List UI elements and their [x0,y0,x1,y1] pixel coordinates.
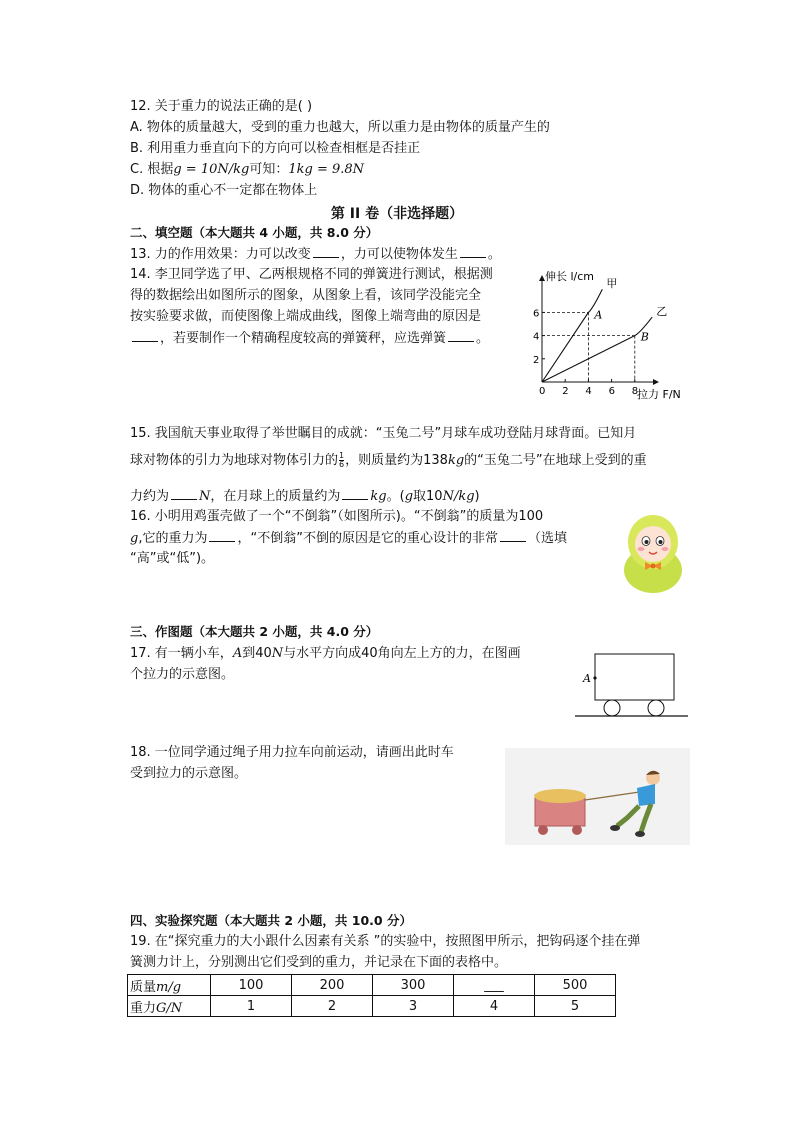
table-cell-blank[interactable]: ___ [454,975,535,996]
q15-blank-2[interactable] [342,487,368,500]
chart-x-tick-label: 2 [562,386,569,397]
q18-line-1: 18. 一位同学通过绳子用力拉车向前运动，请画出此时车 [130,745,454,760]
section-3-heading: 三、作图题（本大题共 2 小题，共 4.0 分） [130,624,379,639]
chart-y-tick-label: 4 [533,331,540,343]
table-row-weight [128,996,616,1017]
q14-line-1: 14. 李卫同学选了甲、乙两根规格不同的弹簧进行测试，根据测 [130,267,493,282]
mass-weight-table [127,974,616,1017]
cart-wheel-left [604,700,620,716]
point-a-label: A [583,672,591,685]
chart-xlabel: 拉力 F/N [637,388,681,401]
q16-line-1: 16. 小明用鸡蛋壳做了一个“不倒翁”（如图所示)。“不倒翁”的质量为100 [130,509,544,524]
table-head-weight: 重力G/N [128,996,211,1017]
chart-x-tick-label: 4 [585,386,592,397]
table-cell: 500 [535,975,616,996]
q16-blank-2[interactable] [500,529,526,542]
table-row-mass [128,975,616,996]
q12-stem: 12. 关于重力的说法正确的是( ) [130,99,313,114]
cart-wheel-right [648,700,664,716]
table-cell: 4 [454,996,535,1017]
spring-chart [525,268,700,408]
table-cell: 200 [292,975,373,996]
q19-line-2: 簧测力计上，分别测出它们受到的重力，并记录在下面的表格中。 [130,955,508,970]
chart-series-line [542,317,652,382]
q19-line-1: 19. 在“探究重力的大小跟什么因素有关系 ”的实验中，按照图甲所示，把钩码逐个挂在弹 [130,934,641,949]
table-cell: 1 [211,996,292,1017]
q12-option-a: A. 物体的质量越大，受到的重力也越大，所以重力是由物体的质量产生的 [130,120,550,135]
q14-line-3: 按实验要求做，而使图像上端成曲线，图像上端弯曲的原因是 [130,309,482,324]
section-4-heading: 四、实验探究题（本大题共 2 小题，共 10.0 分） [130,913,412,928]
q13-blank-1[interactable] [313,245,339,258]
chart-ylabel: 伸长 l/cm [545,270,595,283]
table-cell: 2 [292,996,373,1017]
q14-line-4: ，若要制作一个精确程度较高的弹簧秤，应选弹簧 。 [130,329,489,348]
q14-blank-2[interactable] [448,329,474,342]
table-cell: 3 [373,996,454,1017]
cart-diagram [570,648,692,722]
q15-line-2: 球对物体的引力为地球对物体引力的 $\frac{1}{6}$ ，则质量约为138kg的“玉兔二号”在地球上受到的重 [130,451,647,469]
chart-y-tick-label: 6 [533,308,540,320]
chart-x-tick-label: 6 [608,386,615,397]
q13: 13. 力的作用效果：力可以改变 ，力可以使物体发生 。 [130,247,501,262]
point-a [593,676,596,679]
chart-x-tick-label: 8 [631,386,639,397]
q18-line-2: 受到拉力的示意图。 [130,766,248,781]
q16-line-2: g,它的重力为 ，“不倒翁”不倒的原因是它的重心设计的非常 （选填 [130,531,567,546]
table-head-mass: 质量m/g [128,975,211,996]
q17-line-2: 个拉力的示意图。 [130,667,235,682]
q17-line-1: 17. 有一辆小车，A到40N与水平方向成40角向左上方的力，在图画 [130,646,521,661]
q12-option-c: C. 根据g = 10N/kg可知：1kg = 9.8N [130,162,365,177]
chart-point-label: A [594,308,603,322]
q13-blank-2[interactable] [460,245,486,258]
part2-title: 第 II 卷（非选择题） [330,206,464,222]
table-cell: 100 [211,975,292,996]
q12-option-d: D. 物体的重心不一定都在物体上 [130,183,318,198]
table-cell: 300 [373,975,454,996]
q16-blank-1[interactable] [209,529,235,542]
boy-pulling-cart-image [505,748,690,845]
tumbler-doll-image [618,510,688,595]
chart-y-tick-label: 2 [533,354,540,366]
fraction-one-sixth: $\frac{1}{6}$ [339,451,345,469]
table-cell: 5 [535,996,616,1017]
cart-body [595,654,674,700]
chart-x-tick-label: 0 [539,386,546,397]
chart-series-label: 乙 [656,305,668,319]
section-2-heading: 二、填空题（本大题共 4 小题，共 8.0 分） [130,225,379,240]
q15-line-3: 力约为 N，在月球上的质量约为 kg。(g取10N/kg) [130,489,480,504]
q14-line-2: 得的数据绘出如图所示的图象，从图象上看，该同学没能完全 [130,288,482,303]
chart-series-label: 甲 [606,277,618,291]
q12-option-b: B. 利用重力垂直向下的方向可以检查相框是否挂正 [130,141,421,156]
q15-line-1: 15. 我国航天事业取得了举世瞩目的成就：“玉兔二号”月球车成功登陆月球背面。已知月 [130,426,637,441]
q14-blank-1[interactable] [132,329,158,342]
q16-line-3: “高”或“低”)。 [130,551,215,566]
q15-blank-1[interactable] [171,487,197,500]
chart-point-label: B [640,330,649,344]
